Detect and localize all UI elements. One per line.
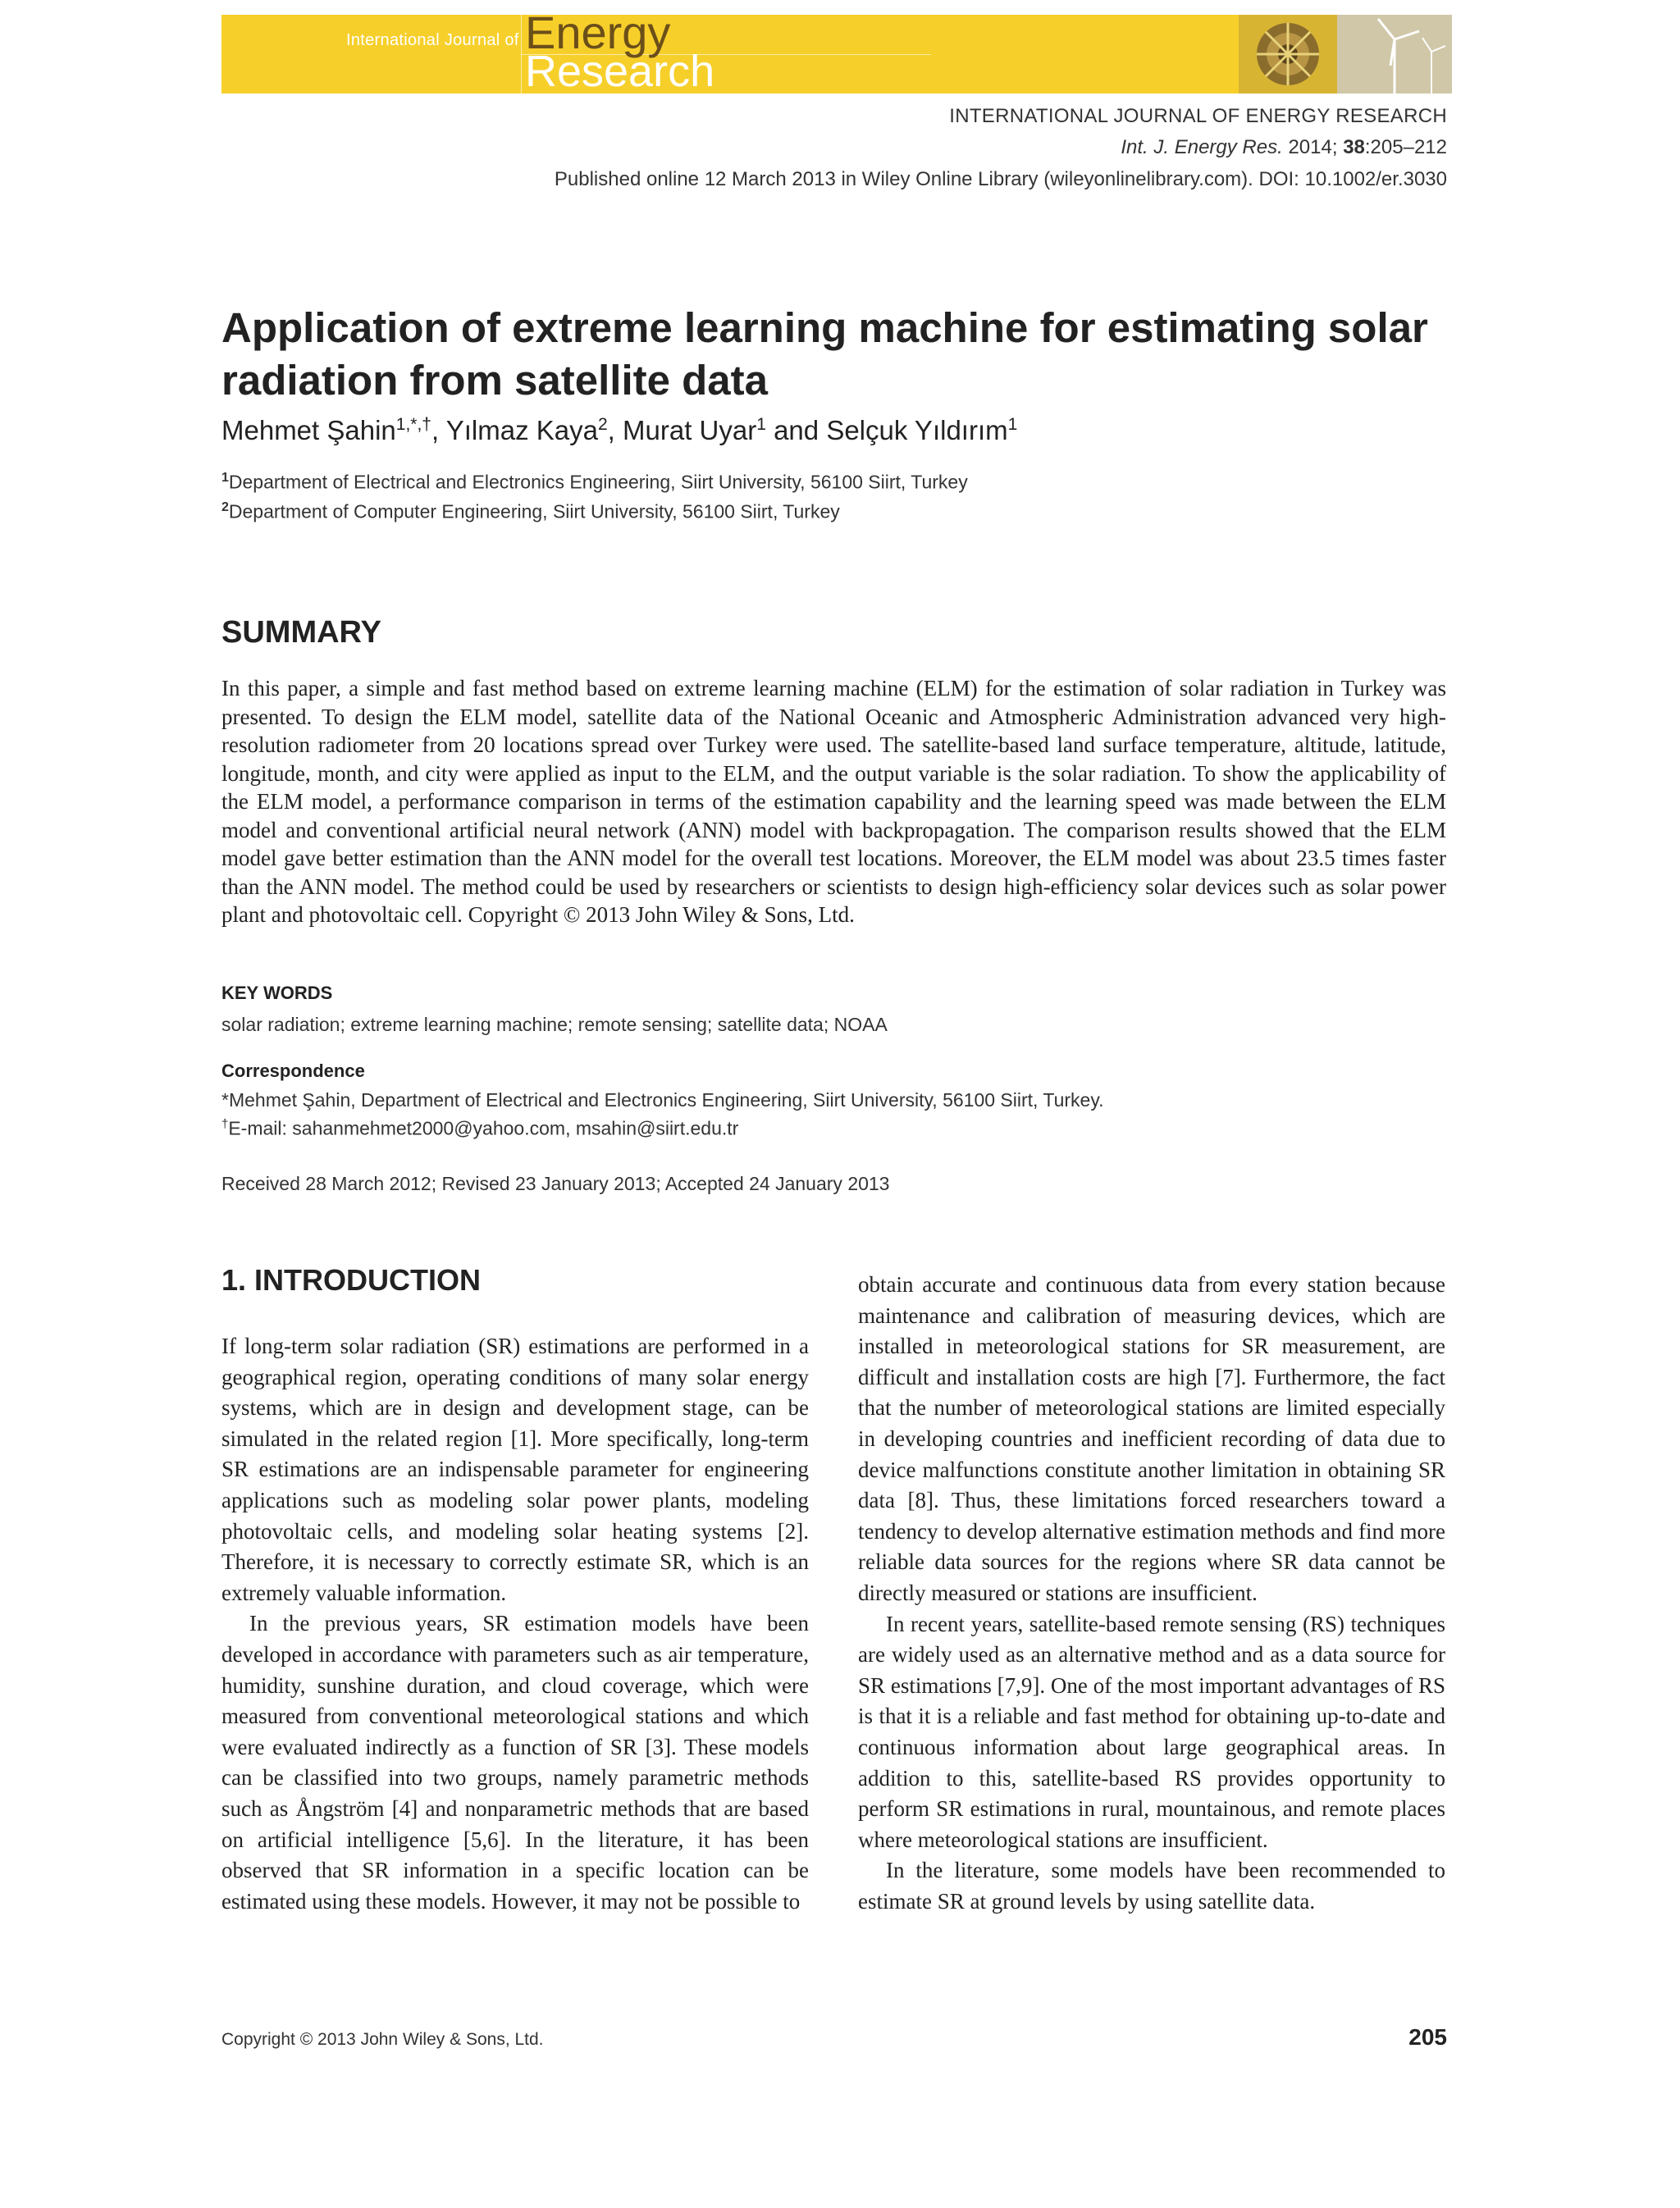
article-title: Application of extreme learning machine for estimating solar radiation from satellite data [221,304,1428,404]
author-name: Yılmaz Kaya [445,415,598,445]
paragraph: In the literature, some models have been recommended to estimate SR at ground levels by using satellite data. [858,1858,1445,1914]
keywords-heading: KEY WORDS [221,983,333,1003]
introduction-heading: 1. INTRODUCTION [221,1263,482,1297]
right-column [858,1270,1445,1917]
paragraph: If long-term solar radiation (SR) estimations are performed in a geographical region, operating conditions of many solar energy systems, which are in design and development stage, can be simulated in the related region [1]. More specifically, long-term SR estimations are an indispensable parameter for engineering applications such as modeling solar power plants, modeling photovoltaic cells, and modeling solar heating systems [2]. Therefore, it is necessary to correctly estimate SR, which is an extremely valuable information. [221,1334,809,1605]
author-affiliation-mark: 1 [756,415,766,434]
affiliation-mark: 1 [221,471,229,485]
email-text: E-mail: sahanmehmet2000@yahoo.com, msahin@siirt.edu.tr [228,1117,739,1139]
banner-turbine-image [1239,15,1452,94]
author-list [221,415,1017,446]
affiliation-text: Department of Computer Engineering, Siirt University, 56100 Siirt, Turkey [228,500,840,522]
affiliation-1 [221,471,968,494]
footer-copyright: Copyright © 2013 John Wiley & Sons, Ltd. [221,2030,544,2049]
author-affiliation-mark: 2 [597,415,608,434]
journal-name: INTERNATIONAL JOURNAL OF ENERGY RESEARCH [949,105,1447,127]
citation-year: 2014; [1282,136,1344,158]
author-name: Selçuk Yıldırım [826,415,1008,445]
banner-intl-text: International Journal of [346,31,519,49]
affiliation-2 [221,500,840,523]
correspondence-heading: Correspondence [221,1061,365,1081]
author-affiliation-mark: 1 [1007,415,1018,434]
author-affiliation-mark: 1,*,† [395,415,431,434]
author-name: Murat Uyar [623,415,757,445]
affiliation-text: Department of Electrical and Electronics Engineering, Siirt University, 56100 Siirt, Turkey [228,471,968,493]
author-separator: , [431,415,446,445]
paragraph: obtain accurate and continuous data from every station because maintenance and calibration of measuring devices, which are installed in meteorological stations for SR measurement, are difficult and installation costs are high [7]. Furthermore, the fact that the number of meteorological stations are limited especially in developing countries and inefficient recording of data due to device malfunctions constitute another limitation in obtaining SR data [8]. Thus, these limitations forced researchers toward a tendency to develop alternative estimation methods and find more reliable data sources for the regions where SR data cannot be directly measured or stations are insufficient. [858,1272,1445,1605]
author-name: Mehmet Şahin [221,415,396,445]
journal-banner [221,15,1452,94]
summary-heading: SUMMARY [221,615,381,650]
citation-pages: :205–212 [1364,136,1447,158]
banner-energy-text: Energy [525,15,671,58]
correspondence-email [221,1117,738,1140]
abstract-text: In this paper, a simple and fast method based on extreme learning machine (ELM) for the estimation of solar radiation in Turkey was presented. To design the ELM model, satellite data of the National Oceanic and Atmospheric Administration advanced very high-resolution radiometer from 20 locations spread over Turkey were used. The satellite-based land surface temperature, altitude, latitude, longitude, month, and city were applied as input to the ELM, and the output variable is the solar radiation. To show the applicability of the ELM model, a performance comparison in terms of the estimation capability and the learning speed was made between the ELM model and conventional artificial neural network (ANN) model with backpropagation. The comparison results showed that the ELM model gave better estimation than the ANN model for the overall test locations. Moreover, the ELM model was about 23.5 times faster than the ANN model. The method could be used by researchers or scientists to design high-efficiency solar devices such as solar power plant and photovoltaic cell. Copyright © 2013 John Wiley & Sons, Ltd. [221,676,1446,927]
author-separator: , [607,415,623,445]
footnote-mark: † [221,1117,229,1131]
paragraph: In the previous years, SR estimation models have been developed in accordance with parameters such as air temperature, humidity, sunshine duration, and cloud coverage, which were measured from conventional meteorological stations and which were evaluated indirectly as a function of SR [3]. These models can be classified into two groups, namely parametric methods such as Ångström [4] and nonparametric methods that are based on artificial intelligence [5,6]. In the literature, it has been observed that SR information in a specific location can be estimated using these models. However, it may not be possible to [221,1611,809,1914]
citation-journal: Int. J. Energy Res. [1121,136,1283,158]
banner-research-text: Research [525,47,715,94]
citation-volume: 38 [1343,136,1365,158]
paragraph: In recent years, satellite-based remote sensing (RS) techniques are widely used as an alternative method and as a data source for SR estimations [7,9]. One of the most important advantages of RS is that it is a reliable and fast method for obtaining up-to-date and continuous information about large geographical areas. In addition to this, satellite-based RS provides opportunity to perform SR estimations in rural, mountainous, and remote places where meteorological stations are insufficient. [858,1611,1445,1852]
author-separator: and [765,415,827,445]
page-number: 205 [1408,2024,1447,2050]
keywords-text: solar radiation; extreme learning machine; remote sensing; satellite data; NOAA [221,1014,888,1035]
publication-info: Published online 12 March 2013 in Wiley Online Library (wileyonlinelibrary.com). DOI: 10.1002/er.3030 [554,168,1447,190]
affiliation-mark: 2 [221,500,229,514]
article-dates: Received 28 March 2012; Revised 23 January 2013; Accepted 24 January 2013 [221,1173,890,1194]
correspondence-address: *Mehmet Şahin, Department of Electrical and Electronics Engineering, Siirt University, 56100 Siirt, Turkey. [221,1089,1104,1111]
citation-line [1121,136,1447,159]
left-column [221,1331,809,1917]
